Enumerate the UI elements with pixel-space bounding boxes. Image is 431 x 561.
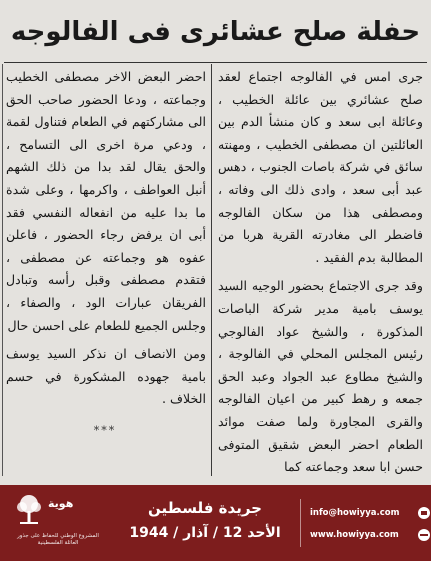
article-column-left [6,66,206,411]
paragraph: ومن الانصاف ان نذكر السيد يوسف بامية جهوده المشكورة في حسم الخلاف . [6,346,206,407]
newspaper-name: جريدة فلسطين [148,499,262,517]
paragraph: احضر البعض الاخر مصطفى الخطيب وجماعته ، ودعا الحضور صاحب الحق الى مشاركتهم في الطعام فتناول لقمة ، ودعي مرة اخرى الى التسامح ، والحق يقال لقد بدا من ذلك الشهم أنبل العواطف ، واكرمها ، وعلى شدة ما بدا عليه من انفعاله النفسي فقد أبى ان يرفض رجاء الحضور ، فاعلن عفوه هو وجماعته عن مصطفى ، فتقدم مصطفى وقبل رأسه وتبادل الفريقان عبارات الود ، والصفاء ، وجلس الجميع للطعام على احسن حال [6,69,206,333]
footer-divider [300,499,301,547]
logo-subtitle: المشروع الوطني للحفاظ على جذور العائلة الفلسطينية [17,533,99,546]
tree-logo-icon [14,493,44,527]
mail-icon [418,507,430,519]
column-divider [211,64,212,476]
footer-banner [0,485,431,561]
howiyya-logo[interactable] [10,491,102,555]
email-contact[interactable] [310,507,430,519]
headline-rule [4,62,427,63]
paragraph: وقد جرى الاجتماع بحضور الوجيه السيد يوسف بامية مدير شركة الباصات المذكورة ، والشيخ عواد الفالوجي رئيس المجلس المحلي في الفالوجة ، والشيخ مطاوع عبد الجواد وعبد الحق جمعه و رهط كبير من اعيان الفالوجه والقرى المجاورة ولما صفت موائد الطعام احضر البعض شقيق المتوفى حسن ابا سعد وجماعته كما [218,278,423,475]
article-column-right [218,66,423,479]
article-headline: حفلة صلح عشائرى فى الفالوجه [10,17,421,47]
paragraph: جرى امس في الفالوجه اجتماع لعقد صلح عشائري بين عائلة الخطيب ، وعائلة ابى سعد و كان منشأ الدم بين العائلتين ان مصطفى الخطيب ، ومهنته سائق في شركة باصات الجنوب ، دهس عبد أبى سعد ، وادى ذلك الى وفاته ، ومصطفى هذا من سكان الفالوجه فاضطر الى مغادرته القرية هربا من المطالبة بدم الفقيد . [218,69,423,265]
end-marker: *** [93,424,117,437]
publication-date: الأحد 12 / آذار / 1944 [129,525,281,541]
web-icon [418,529,430,541]
logo-wordmark: هوية [48,497,74,510]
website-text[interactable]: www.howiyya.com [310,530,399,540]
email-text[interactable]: info@howiyya.com [310,508,400,518]
website-contact[interactable] [310,529,430,541]
left-border-line [2,64,3,476]
